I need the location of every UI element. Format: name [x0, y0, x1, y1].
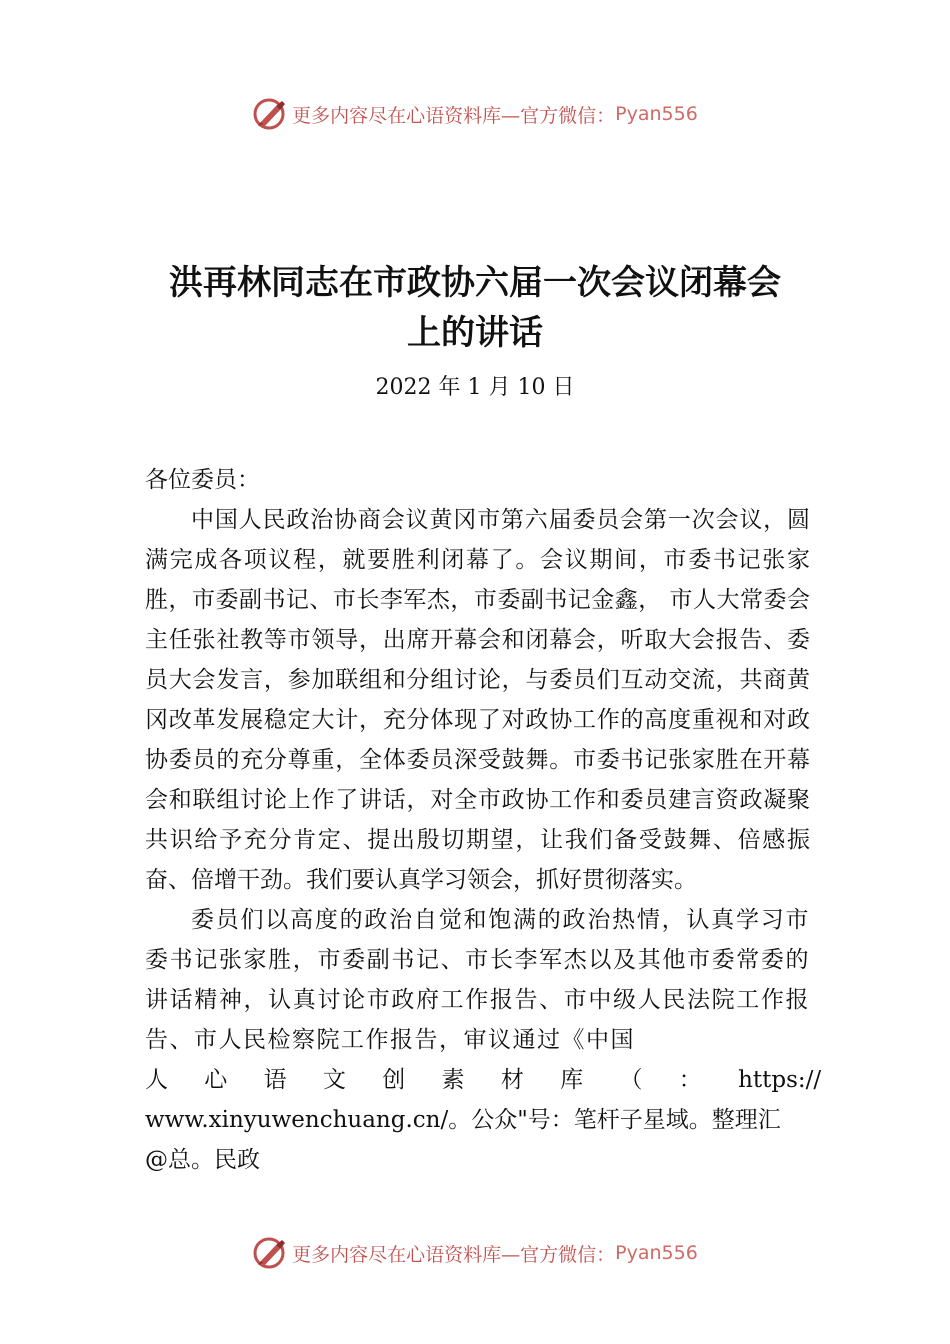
pen-logo-icon [252, 1236, 290, 1270]
paragraph-2-end-line: @总。民政 [145, 1147, 260, 1173]
header-banner [0, 94, 950, 134]
footer-banner-text: 更多内容尽在心语资料库—官方微信： [292, 1243, 616, 1266]
pen-logo-icon [252, 97, 290, 131]
footer-banner [0, 1233, 950, 1273]
paragraph-2: 委员们以高度的政治自觉和饱满的政治热情，认真学习市委书记张家胜，市委副书记、市长李军杰以及其他市委常委的讲话精神，认真讨论市政府工作报告、市中级人民法院工作报告、市人民检察院工作报告，审议通过《中国 [145, 907, 810, 1053]
document-body [145, 460, 822, 1180]
header-banner-text: 更多内容尽在心语资料库—官方微信： [292, 104, 616, 127]
title-line-2: 上的讲话 [407, 313, 543, 353]
title-line-1: 洪再林同志在市政协六届一次会议闭幕会 [169, 263, 781, 303]
paragraph-2-url-line: www.xinyuwenchuang.cn/。公众"号：笔杆子星域。整理汇 [145, 1107, 781, 1133]
paragraph-2-spaced-line: 人 心 语 文 创 素 材 库 （ ： https:// [145, 1067, 822, 1093]
footer-wechat-id: Pyan556 [615, 1242, 698, 1264]
salutation: 各位委员： [145, 467, 260, 493]
document-title [0, 258, 950, 358]
header-wechat-id: Pyan556 [615, 103, 698, 125]
paragraph-1: 中国人民政治协商会议黄冈市第六届委员会第一次会议，圆满完成各项议程，就要胜利闭幕了。会议期间，市委书记张家胜，市委副书记、市长李军杰，市委副书记金鑫， 市人大常委会主任张社教等市领导，出席开幕会和闭幕会，听取大会报告、委员大会发言，参加联组和分组讨论，与委员们互动交流，共商黄冈改革发展稳定大计，充分体现了对政协工作的高度重视和对政协委员的充分尊重，全体委员深受鼓舞。市委书记张家胜在开幕会和联组讨论上作了讲话，对全市政协工作和委员建言资政凝聚共识给予充分肯定、提出殷切期望，让我们备受鼓舞、倍感振奋、倍增干劲。我们要认真学习领会，抓好贯彻落实。 [145, 507, 810, 893]
document-date: 2022 年 1 月 10 日 [375, 375, 575, 400]
